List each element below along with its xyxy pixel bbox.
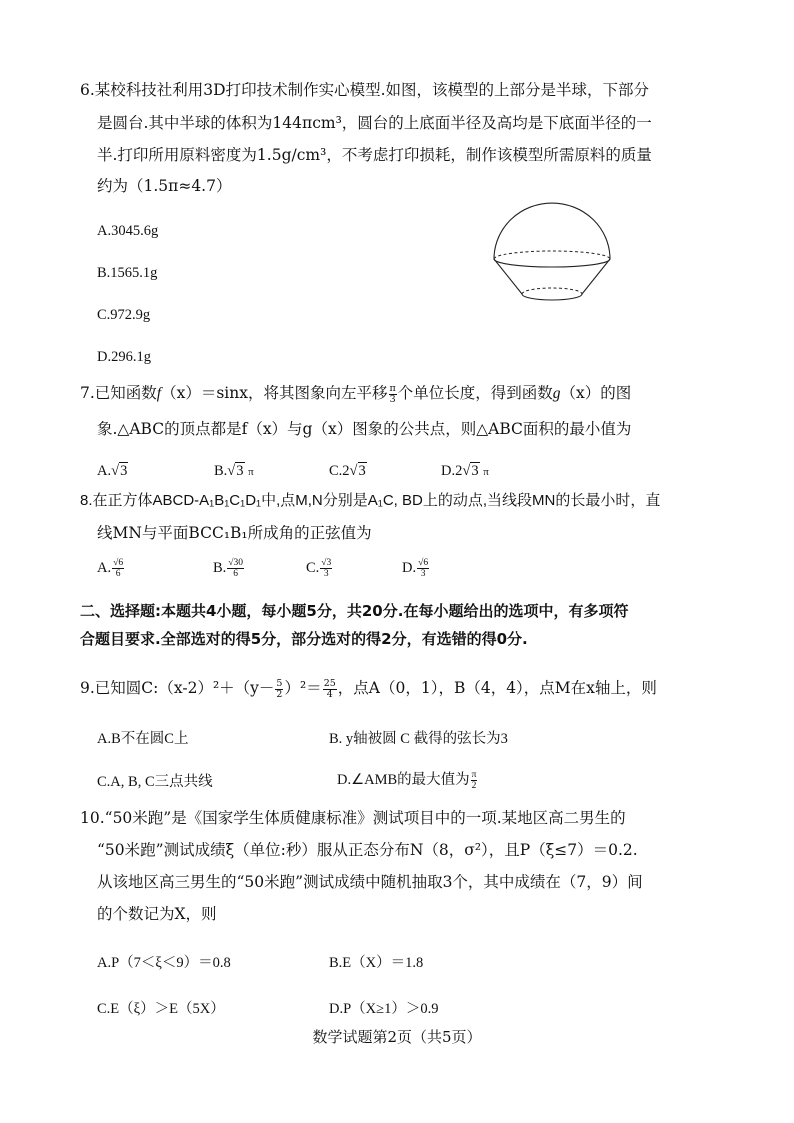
section2-header-line2: 合题目要求.全部选对的得5分，部分选对的得2分，有选错的得0分. — [80, 630, 528, 648]
q8-option-b — [213, 558, 245, 579]
q6-line1: 6.某校科技社利用3D打印技术制作实心模型.如图，该模型的上部分是半球，下部分 — [80, 81, 650, 99]
q7-prefix: 7.已知函数 — [80, 384, 157, 402]
q8-a-num: √6 — [113, 558, 124, 569]
q8-c-num: √3 — [321, 558, 332, 569]
q7-line1 — [80, 383, 631, 405]
q8-line1: 8.在正方体ABCD-A₁B₁C₁D₁中,点M,N分别是A₁C, BD上的动点,当线段MN的长最小时，直 — [80, 492, 661, 509]
q9-frac2-den: 4 — [326, 688, 333, 700]
q7-option-a — [97, 461, 128, 481]
q10-option-d: D.P（X≥1）＞0.9 — [329, 1001, 439, 1017]
q8-b-den: 6 — [233, 569, 239, 580]
q6-line2: 是圆台.其中半球的体积为144πcm³，圆台的上底面半径及高均是下底面半径的一 — [97, 114, 652, 132]
q7-option-b — [214, 461, 254, 482]
q7-c-radicand: 3 — [358, 463, 366, 479]
q7-d-sqrt: √3 — [462, 463, 479, 479]
q7-b-label: B. — [214, 463, 228, 479]
q8-option-d — [402, 558, 430, 579]
q8-c-label: C. — [306, 560, 320, 576]
q8-c-fraction — [320, 558, 332, 579]
q7-line2: 象.△ABC的顶点都是f（x）与g（x）图象的公共点，则△ABC面积的最小值为 — [97, 420, 632, 438]
q6-option-c: C.972.9g — [97, 307, 151, 323]
q6-line3: 半.打印所用原料密度为1.5g/cm³，不考虑打印损耗，制作该模型所需原料的质量 — [97, 146, 652, 164]
q9-option-a: A.B不在圆C上 — [97, 731, 189, 747]
q7-a-sqrt: √3 — [111, 463, 128, 479]
page-footer: 数学试题第2页（共5页） — [312, 1028, 482, 1046]
q7-line1-end: （x）的图 — [560, 384, 632, 402]
q9-frac-radius-squared — [323, 679, 337, 700]
q8-a-label: A. — [97, 560, 112, 576]
q8-d-fraction — [417, 558, 429, 579]
q10-option-c: C.E（ξ）＞E（5X） — [97, 1001, 225, 1017]
q7-f-symbol: f — [156, 385, 162, 402]
q6-option-b: B.1565.1g — [97, 265, 158, 281]
q7-fx-def: （x）＝sinx，将其图象向左平移 — [161, 384, 388, 402]
q9-option-d — [337, 770, 478, 791]
q8-option-c — [306, 558, 333, 579]
q7-c-sqrt: √3 — [349, 463, 366, 479]
q7-g-symbol: g — [552, 385, 561, 402]
q8-option-a — [97, 558, 125, 579]
q7-b-radicand: 3 — [236, 463, 244, 479]
hemisphere-frustum-figure — [488, 202, 616, 312]
q9-option-c: C.A, B, C三点共线 — [97, 774, 213, 790]
q9-d-fraction — [471, 770, 478, 791]
section2-header-line1: 二、选择题:本题共4小题，每小题5分，共20分.在每小题给出的选项中，有多项符 — [80, 602, 629, 620]
q10-line3: 从该地区高三男生的“50米跑”测试成绩中随机抽取3个，其中成绩在（7，9）间 — [97, 873, 643, 891]
q8-b-num: √30 — [228, 558, 244, 569]
q9-frac2-num: 25 — [323, 677, 336, 689]
q7-shift-fraction — [389, 384, 397, 405]
q9-mid: ）²＝ — [284, 679, 322, 697]
q7-a-label: A. — [97, 463, 112, 479]
q8-b-fraction — [227, 558, 244, 579]
q8-d-num: √6 — [418, 558, 429, 569]
q10-line2: “50米跑”测试成绩ξ（单位:秒）服从正态分布N（8，σ²），且P（ξ≤7）＝0.2. — [97, 841, 638, 859]
q6-option-d: D.296.1g — [97, 349, 151, 365]
q8-b-label: B. — [213, 560, 227, 576]
q8-d-den: 3 — [420, 569, 426, 580]
q9-d-den: 2 — [471, 781, 477, 792]
q7-shift-den: 3 — [389, 393, 396, 405]
q7-option-d — [441, 461, 489, 482]
q7-b-sqrt: √3 — [227, 463, 244, 479]
q9-option-b: B. y轴被圆 C 截得的弦长为3 — [329, 731, 508, 747]
q8-line2: 线MN与平面BCC₁B₁所成角的正弦值为 — [97, 524, 372, 542]
q9-line1 — [80, 678, 657, 700]
q7-d-radicand: 3 — [471, 463, 479, 479]
q9-post: ，点A（0，1），B（4，4），点M在x轴上，则 — [337, 679, 657, 697]
q7-d-label: D.2 — [441, 463, 463, 479]
q8-a-fraction — [112, 558, 124, 579]
q10-option-b: B.E（X）＝1.8 — [329, 955, 424, 971]
q6-line4: 约为（1.5π≈4.7） — [97, 177, 232, 195]
q7-d-pi: π — [483, 466, 489, 478]
q9-frac-five-halves — [275, 679, 283, 700]
q9-frac1-den: 2 — [276, 688, 283, 700]
q6-option-a: A.3045.6g — [97, 223, 159, 239]
q9-frac1-num: 5 — [276, 677, 283, 689]
q10-option-a: A.P（7＜ξ＜9）＝0.8 — [97, 955, 231, 971]
q8-c-den: 3 — [323, 569, 329, 580]
q9-d-num: π — [471, 770, 477, 781]
q10-line4: 的个数记为X，则 — [97, 905, 217, 923]
q8-a-den: 6 — [115, 569, 121, 580]
q10-line1: 10.“50米跑”是《国家学生体质健康标准》测试项目中的一项.某地区高二男生的 — [80, 809, 626, 827]
q7-b-pi: π — [248, 466, 254, 478]
q7-c-label: C.2 — [329, 463, 350, 479]
q7-shift-text: 个单位长度，得到函数 — [397, 384, 553, 402]
q9-prefix: 9.已知圆C:（x-2）²＋（y－ — [80, 679, 275, 697]
q8-d-label: D. — [402, 560, 417, 576]
q9-d-text: D.∠AMB的最大值为 — [337, 772, 470, 788]
q7-a-radicand: 3 — [120, 463, 128, 479]
q7-option-c — [329, 461, 367, 481]
q7-shift-num: π — [389, 382, 396, 394]
